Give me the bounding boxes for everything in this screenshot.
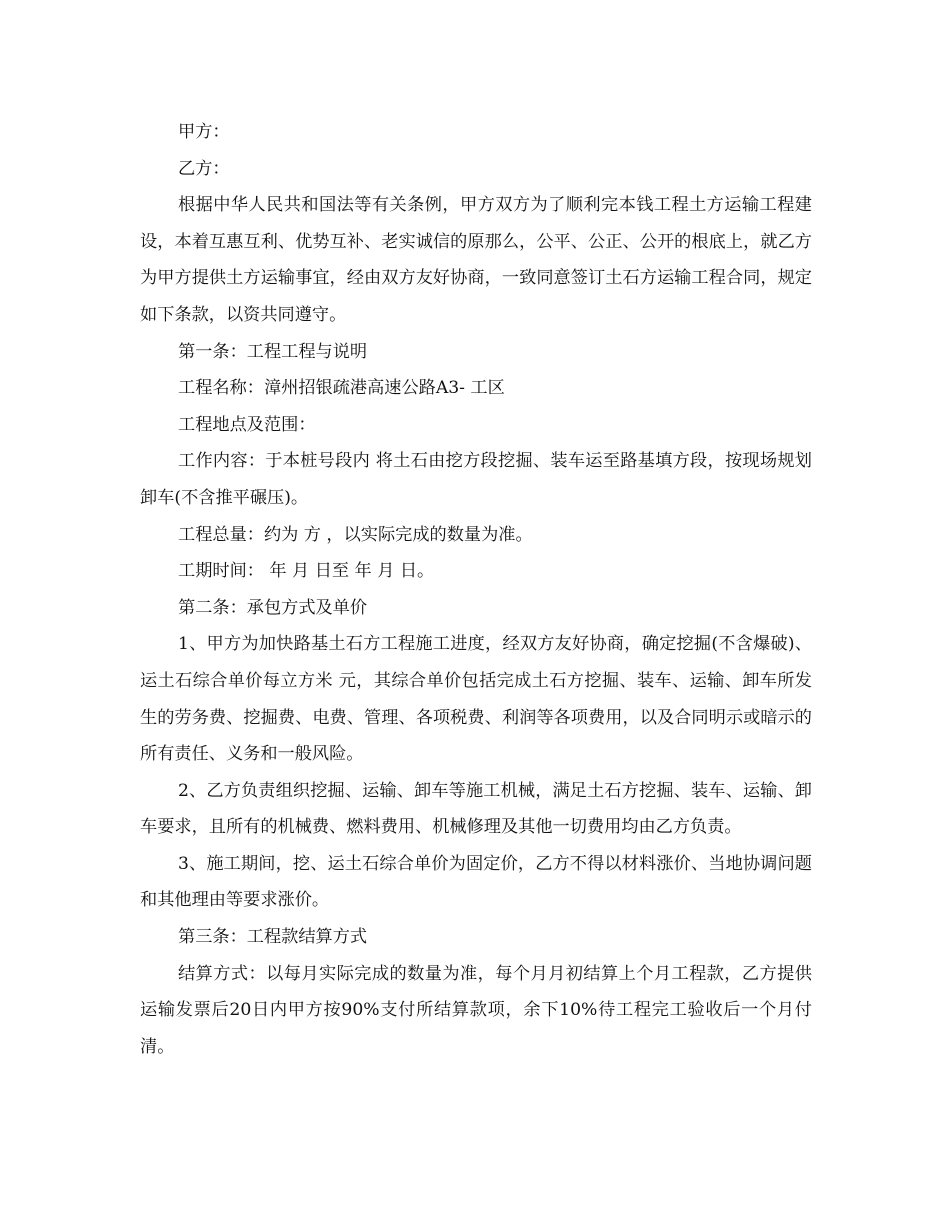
total-quantity-line: 工程总量：约为 方 ，以实际完成的数量为准。 xyxy=(178,524,533,545)
preamble-paragraph: 根据中华人民共和国法等有关条例，甲方双方为了顺利完本钱工程土方运输工程建设，本着互惠互利、优势互补、老实诚信的原那么，公平、公正、公开的根底上，就乙方为甲方提供土方运输事宜，经由双方友好协商，一致同意签订土石方运输工程合同，规定如下条款，以资共同遵守。 xyxy=(140,195,812,325)
article-2-clause-3: 3、施工期间，挖、运土石综合单价为固定价，乙方不得以材料涨价、当地协调问题和其他理由等要求涨价。 xyxy=(140,853,812,911)
article-2-clause-2: 2、乙方负责组织挖掘、运输、卸车等施工机械，满足土石方挖掘、装车、运输、卸车要求，且所有的机械费、燃料费用、机械修理及其他一切费用均由乙方负责。 xyxy=(140,780,812,838)
party-b-line: 乙方： xyxy=(178,158,230,179)
article-1-heading: 第一条：工程工程与说明 xyxy=(178,341,368,362)
settlement-method-paragraph: 结算方式：以每月实际完成的数量为准，每个月月初结算上个月工程款，乙方提供运输发票后20日内甲方按90%支付所结算款项，余下10%待工程完工验收后一个月付清。 xyxy=(140,963,812,1057)
project-name-line: 工程名称：漳州招银疏港高速公路A3- 工区 xyxy=(178,378,505,399)
party-a-line: 甲方： xyxy=(178,122,230,142)
article-2-heading: 第二条：承包方式及单价 xyxy=(178,597,368,618)
contract-body xyxy=(140,114,812,1065)
schedule-line: 工期时间： 年 月 日至 年 月 日。 xyxy=(178,561,435,582)
article-2-clause-1: 1、甲方为加快路基土石方工程施工进度，经双方友好协商，确定挖掘(不含爆破)、运土石综合单价每立方米 元，其综合单价包括完成土石方挖掘、装车、运输、卸车所发生的劳务费、挖掘费、电费、管理、各项税费、利润等各项费用，以及合同明示或暗示的所有责任、义务和一般风险。 xyxy=(140,634,812,765)
project-location-line: 工程地点及范围： xyxy=(178,414,316,435)
article-3-heading: 第三条：工程款结算方式 xyxy=(178,927,368,948)
work-content-paragraph: 工作内容：于本桩号段内 将土石由挖方段挖掘、装车运至路基填方段，按现场规划卸车(不含推平碾压)。 xyxy=(140,451,812,508)
